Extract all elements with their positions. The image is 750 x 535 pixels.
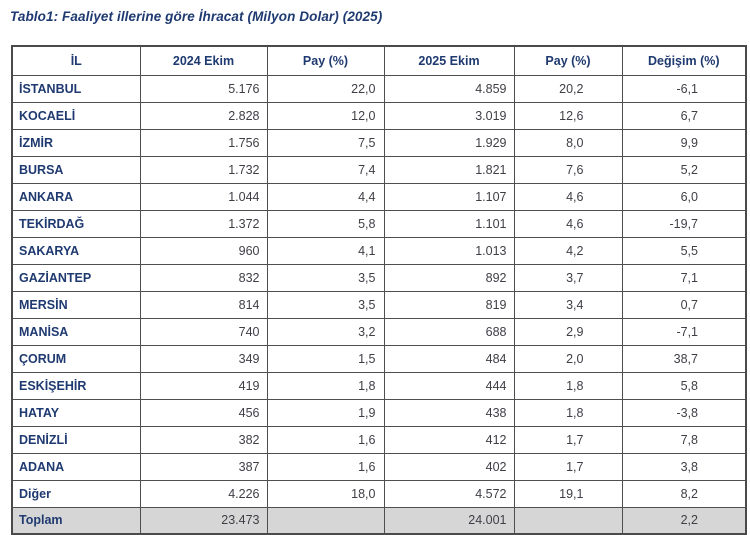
table-row <box>12 291 746 318</box>
cell-value-2: 23.473 <box>140 507 267 534</box>
cell-province: MANİSA <box>12 318 140 345</box>
column-header-6: Değişim (%) <box>622 46 746 75</box>
cell-value-4: 24.001 <box>384 507 514 534</box>
cell-value-3: 1,9 <box>267 399 384 426</box>
cell-value-2: 382 <box>140 426 267 453</box>
cell-value-6: -7,1 <box>622 318 746 345</box>
cell-value-4: 4.859 <box>384 75 514 102</box>
table-body <box>12 75 746 534</box>
cell-value-3: 4,1 <box>267 237 384 264</box>
cell-value-2: 740 <box>140 318 267 345</box>
cell-value-3: 1,6 <box>267 426 384 453</box>
cell-value-5: 12,6 <box>514 102 622 129</box>
cell-value-3: 1,5 <box>267 345 384 372</box>
cell-value-4: 1.929 <box>384 129 514 156</box>
column-header-2: 2024 Ekim <box>140 46 267 75</box>
cell-value-5: 20,2 <box>514 75 622 102</box>
cell-value-3: 7,5 <box>267 129 384 156</box>
cell-value-4: 484 <box>384 345 514 372</box>
cell-value-3: 1,6 <box>267 453 384 480</box>
cell-value-5: 3,7 <box>514 264 622 291</box>
cell-province: SAKARYA <box>12 237 140 264</box>
cell-value-6: 2,2 <box>622 507 746 534</box>
cell-province: TEKİRDAĞ <box>12 210 140 237</box>
cell-value-3: 3,2 <box>267 318 384 345</box>
cell-value-2: 2.828 <box>140 102 267 129</box>
cell-value-3: 3,5 <box>267 264 384 291</box>
table-row <box>12 426 746 453</box>
cell-value-5: 1,7 <box>514 453 622 480</box>
column-header-3: Pay (%) <box>267 46 384 75</box>
cell-value-6: 6,0 <box>622 183 746 210</box>
cell-value-3: 7,4 <box>267 156 384 183</box>
cell-province: BURSA <box>12 156 140 183</box>
cell-value-5: 4,6 <box>514 183 622 210</box>
table-title: Tablo1: Faaliyet illerine göre İhracat (Milyon Dolar) (2025) <box>10 9 383 24</box>
cell-value-5: 1,7 <box>514 426 622 453</box>
table-row <box>12 318 746 345</box>
cell-value-2: 1.372 <box>140 210 267 237</box>
total-row <box>12 507 746 534</box>
cell-value-4: 1.107 <box>384 183 514 210</box>
table-row <box>12 372 746 399</box>
cell-province: İZMİR <box>12 129 140 156</box>
cell-value-5: 8,0 <box>514 129 622 156</box>
cell-value-2: 832 <box>140 264 267 291</box>
cell-value-3: 22,0 <box>267 75 384 102</box>
cell-province: Toplam <box>12 507 140 534</box>
cell-value-4: 688 <box>384 318 514 345</box>
cell-value-5: 4,6 <box>514 210 622 237</box>
cell-value-6: 5,8 <box>622 372 746 399</box>
cell-value-5: 2,9 <box>514 318 622 345</box>
cell-value-4: 402 <box>384 453 514 480</box>
cell-value-2: 960 <box>140 237 267 264</box>
cell-value-5: 2,0 <box>514 345 622 372</box>
cell-province: İSTANBUL <box>12 75 140 102</box>
cell-province: KOCAELİ <box>12 102 140 129</box>
cell-value-5: 4,2 <box>514 237 622 264</box>
table-row <box>12 345 746 372</box>
cell-value-2: 1.732 <box>140 156 267 183</box>
cell-province: HATAY <box>12 399 140 426</box>
table-row <box>12 237 746 264</box>
cell-value-2: 1.044 <box>140 183 267 210</box>
cell-value-6: 5,2 <box>622 156 746 183</box>
cell-value-6: 7,8 <box>622 426 746 453</box>
table-row <box>12 75 746 102</box>
cell-value-3: 3,5 <box>267 291 384 318</box>
cell-value-5: 3,4 <box>514 291 622 318</box>
cell-province: ESKİŞEHİR <box>12 372 140 399</box>
cell-value-4: 3.019 <box>384 102 514 129</box>
cell-value-4: 892 <box>384 264 514 291</box>
cell-value-4: 1.821 <box>384 156 514 183</box>
table-row <box>12 102 746 129</box>
cell-value-2: 349 <box>140 345 267 372</box>
cell-province: MERSİN <box>12 291 140 318</box>
cell-value-3: 4,4 <box>267 183 384 210</box>
table-row <box>12 156 746 183</box>
cell-value-5: 1,8 <box>514 399 622 426</box>
cell-value-5: 19,1 <box>514 480 622 507</box>
cell-value-4: 1.013 <box>384 237 514 264</box>
export-by-province-table <box>11 45 747 535</box>
cell-value-4: 819 <box>384 291 514 318</box>
cell-value-4: 4.572 <box>384 480 514 507</box>
table-row <box>12 480 746 507</box>
cell-value-6: 38,7 <box>622 345 746 372</box>
cell-value-4: 438 <box>384 399 514 426</box>
column-header-4: 2025 Ekim <box>384 46 514 75</box>
cell-value-2: 456 <box>140 399 267 426</box>
cell-value-5 <box>514 507 622 534</box>
cell-value-6: -19,7 <box>622 210 746 237</box>
cell-value-3: 1,8 <box>267 372 384 399</box>
cell-value-3 <box>267 507 384 534</box>
table-row <box>12 399 746 426</box>
cell-value-3: 5,8 <box>267 210 384 237</box>
table-header <box>12 46 746 75</box>
cell-value-5: 1,8 <box>514 372 622 399</box>
cell-value-3: 12,0 <box>267 102 384 129</box>
cell-value-3: 18,0 <box>267 480 384 507</box>
cell-value-2: 4.226 <box>140 480 267 507</box>
cell-province: Diğer <box>12 480 140 507</box>
cell-value-6: 9,9 <box>622 129 746 156</box>
header-row <box>12 46 746 75</box>
cell-value-4: 444 <box>384 372 514 399</box>
cell-value-2: 419 <box>140 372 267 399</box>
cell-value-2: 5.176 <box>140 75 267 102</box>
cell-province: DENİZLİ <box>12 426 140 453</box>
cell-value-2: 814 <box>140 291 267 318</box>
cell-value-4: 412 <box>384 426 514 453</box>
column-header-5: Pay (%) <box>514 46 622 75</box>
cell-province: GAZİANTEP <box>12 264 140 291</box>
cell-value-5: 7,6 <box>514 156 622 183</box>
cell-value-6: 5,5 <box>622 237 746 264</box>
cell-value-4: 1.101 <box>384 210 514 237</box>
cell-value-6: 8,2 <box>622 480 746 507</box>
cell-value-2: 387 <box>140 453 267 480</box>
cell-value-6: -3,8 <box>622 399 746 426</box>
table-row <box>12 210 746 237</box>
column-header-1: İL <box>12 46 140 75</box>
cell-province: ÇORUM <box>12 345 140 372</box>
cell-value-6: 7,1 <box>622 264 746 291</box>
cell-value-6: 0,7 <box>622 291 746 318</box>
cell-value-6: 3,8 <box>622 453 746 480</box>
table-row <box>12 129 746 156</box>
cell-province: ADANA <box>12 453 140 480</box>
table-row <box>12 264 746 291</box>
table-row <box>12 183 746 210</box>
cell-value-2: 1.756 <box>140 129 267 156</box>
cell-value-6: -6,1 <box>622 75 746 102</box>
cell-province: ANKARA <box>12 183 140 210</box>
table-row <box>12 453 746 480</box>
cell-value-6: 6,7 <box>622 102 746 129</box>
